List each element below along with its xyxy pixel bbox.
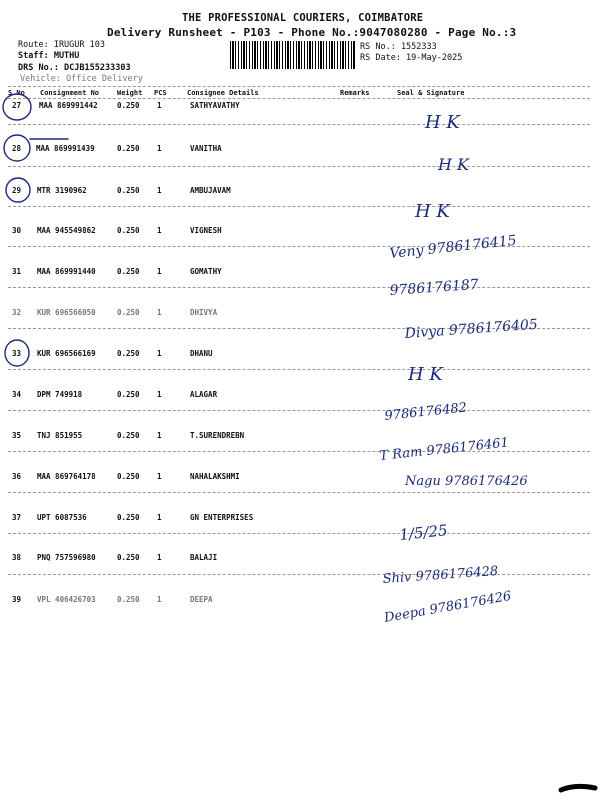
row-sno: 30 (12, 226, 22, 235)
row-sno: 39 (12, 595, 22, 604)
company-name: THE PROFESSIONAL COURIERS, COIMBATORE (182, 12, 424, 24)
sig-35: T Ram 9786176461 (378, 435, 510, 464)
col-sno: S.No (8, 89, 25, 97)
table-row (0, 144, 600, 168)
row-consignment: MAA 869991440 (37, 267, 96, 276)
row-pcs: 1 (157, 101, 162, 110)
row-weight: 0.250 (117, 186, 140, 195)
row-weight: 0.250 (117, 431, 140, 440)
sig-38: Shiv 9786176428 (382, 563, 499, 587)
col-seal-signature: Seal & Signature (397, 89, 465, 97)
row-pcs: 1 (157, 226, 162, 235)
ink-smudge (561, 786, 595, 790)
row-consignment: DPM 749918 (37, 390, 83, 399)
row-pcs: 1 (157, 472, 162, 481)
sig-29: H K (415, 201, 450, 222)
sig-39: Deepa 9786176426 (383, 588, 513, 626)
row-consignee: DHIVYA (190, 308, 218, 317)
row-consignment: KUR 696566169 (37, 349, 96, 358)
row-consignee: T.SURENDREBN (190, 431, 245, 440)
row-weight: 0.250 (117, 101, 140, 110)
row-weight: 0.250 (117, 472, 140, 481)
row-sno: 31 (12, 267, 22, 276)
col-consignee: Consignee Details (187, 89, 259, 97)
row-sno: 36 (12, 472, 22, 481)
drs-number: DRS No.: DCJB155233303 (18, 63, 131, 73)
row-consignee: ALAGAR (190, 390, 218, 399)
row-consignment: MAA 869764178 (37, 472, 96, 481)
row-consignee: NAHALAKSHMI (190, 472, 240, 481)
row-consignment: MAA 869991439 (36, 144, 95, 153)
row-consignment: TNJ 851955 (37, 431, 83, 440)
row-consignee: VANITHA (190, 144, 222, 153)
row-divider (8, 492, 590, 493)
barcode-image (230, 41, 355, 69)
row-pcs: 1 (157, 431, 162, 440)
row-divider (8, 166, 590, 167)
row-consignment: MAA 869991442 (39, 101, 98, 110)
row-weight: 0.250 (117, 513, 140, 522)
vehicle-label: Vehicle: Office Delivery (20, 74, 143, 84)
row-pcs: 1 (157, 186, 162, 195)
row-consignee: SATHYAVATHY (190, 101, 240, 110)
row-consignee: VIGNESH (190, 226, 222, 235)
row-divider (8, 574, 590, 575)
row-divider (8, 328, 590, 329)
row-sno: 37 (12, 513, 22, 522)
row-sno: 27 (12, 101, 22, 110)
row-pcs: 1 (157, 553, 162, 562)
row-divider (8, 533, 590, 534)
row-weight: 0.250 (117, 553, 140, 562)
row-consignee: BALAJI (190, 553, 218, 562)
row-consignee: GOMATHY (190, 267, 222, 276)
row-divider (8, 246, 590, 247)
row-pcs: 1 (157, 595, 162, 604)
row-weight: 0.250 (117, 226, 140, 235)
rs-number: RS No.: 1552333 (360, 42, 437, 52)
col-pcs: PCS (154, 89, 167, 97)
row-consignment: MTR 3190962 (37, 186, 87, 195)
sig-28: H K (438, 155, 469, 174)
col-consignment: Consignment No (40, 89, 100, 97)
row-consignment: VPL 406426703 (37, 595, 96, 604)
row-weight: 0.250 (117, 308, 140, 317)
table-row (0, 101, 600, 125)
row-divider (8, 287, 590, 288)
staff-label: Staff: MUTHU (18, 51, 80, 61)
sig-37: 1/5/25 (398, 521, 449, 544)
route-label: Route: IRUGUR 103 (18, 40, 105, 50)
row-consignee: AMBUJAVAM (190, 186, 231, 195)
row-divider (8, 206, 590, 207)
sig-30: Veny 9786176415 (388, 232, 518, 262)
table-row (0, 595, 600, 619)
row-sno: 29 (12, 186, 22, 195)
row-consignment: UPT 6087536 (37, 513, 87, 522)
row-weight: 0.250 (117, 349, 140, 358)
row-pcs: 1 (157, 144, 162, 153)
row-consignee: DEEPA (190, 595, 213, 604)
sig-27: H K (425, 112, 460, 133)
row-weight: 0.250 (117, 267, 140, 276)
row-sno: 35 (12, 431, 22, 440)
row-sno: 28 (12, 144, 22, 153)
row-weight: 0.250 (117, 595, 140, 604)
row-divider (8, 451, 590, 452)
row-consignment: PNQ 757596980 (37, 553, 96, 562)
row-sno: 34 (12, 390, 22, 399)
row-sno: 32 (12, 308, 22, 317)
col-remarks: Remarks (340, 89, 370, 97)
row-pcs: 1 (157, 349, 162, 358)
sig-36: Nagu 9786176426 (405, 474, 528, 489)
row-pcs: 1 (157, 513, 162, 522)
header-divider-bottom (8, 98, 590, 99)
sig-34: 9786176482 (383, 400, 468, 424)
row-divider (8, 410, 590, 411)
sig-32: Divya 9786176405 (404, 316, 539, 342)
row-consignee: DHANU (190, 349, 213, 358)
row-weight: 0.250 (117, 390, 140, 399)
page-title: Delivery Runsheet - P103 - Phone No.:9047080280 - Page No.:3 (107, 26, 517, 39)
col-weight: Weight (117, 89, 143, 97)
sig-33: H K (408, 364, 443, 385)
header-divider-top (8, 86, 590, 87)
row-consignee: GN ENTERPRISES (190, 513, 254, 522)
row-pcs: 1 (157, 390, 162, 399)
row-sno: 33 (12, 349, 22, 358)
row-weight: 0.250 (117, 144, 140, 153)
row-pcs: 1 (157, 308, 162, 317)
row-pcs: 1 (157, 267, 162, 276)
row-sno: 38 (12, 553, 22, 562)
row-consignment: KUR 696566050 (37, 308, 96, 317)
rs-date: RS Date: 19-May-2025 (360, 53, 463, 63)
row-divider (8, 369, 590, 370)
sig-31: 9786176187 (389, 276, 480, 299)
row-consignment: MAA 945549862 (37, 226, 96, 235)
row-divider (8, 124, 590, 125)
